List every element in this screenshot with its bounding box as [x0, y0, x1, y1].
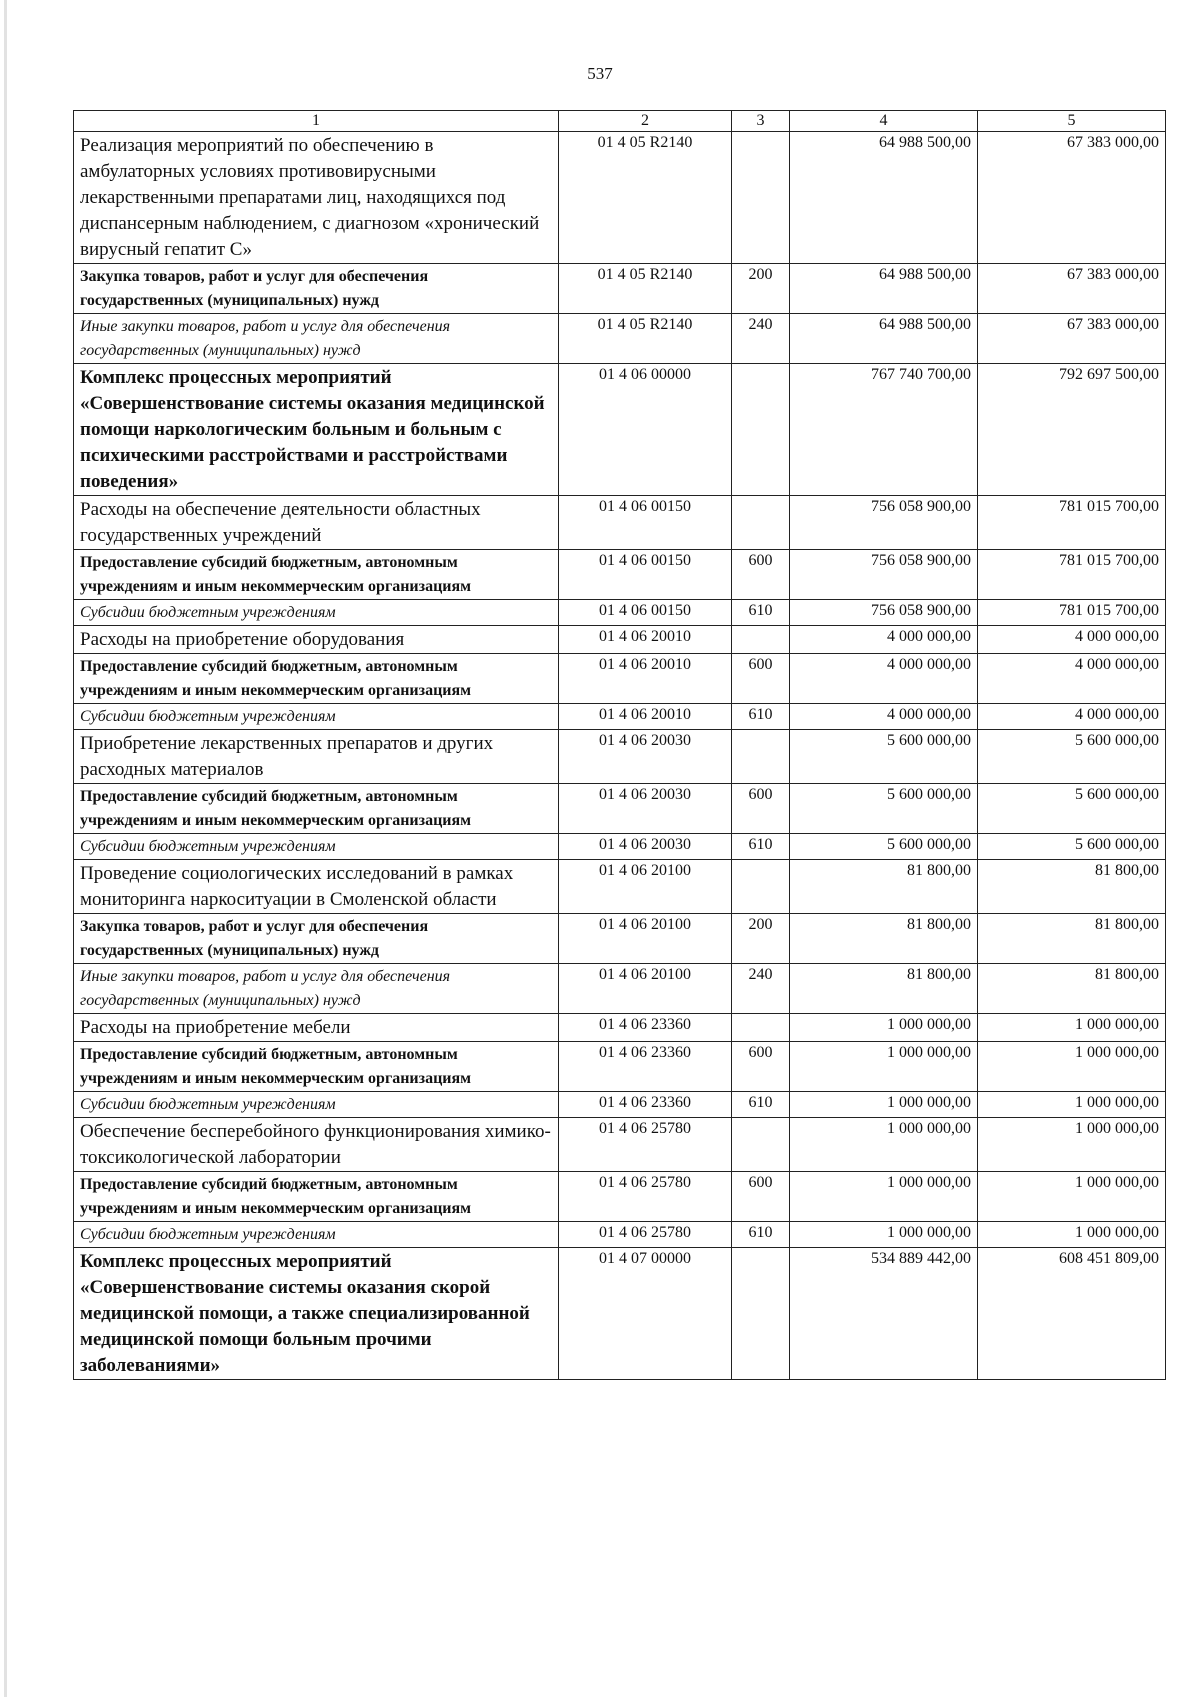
row-amount-1: 64 988 500,00 — [790, 314, 978, 364]
row-code: 01 4 06 25780 — [559, 1172, 732, 1222]
row-amount-2: 4 000 000,00 — [978, 626, 1166, 654]
row-amount-1: 1 000 000,00 — [790, 1014, 978, 1042]
row-amount-1: 5 600 000,00 — [790, 730, 978, 784]
row-amount-2: 81 800,00 — [978, 914, 1166, 964]
row-amount-1: 4 000 000,00 — [790, 704, 978, 730]
row-amount-1: 756 058 900,00 — [790, 496, 978, 550]
table-row — [74, 550, 1166, 600]
header-col-3: 3 — [732, 111, 790, 132]
header-col-2: 2 — [559, 111, 732, 132]
row-code: 01 4 06 23360 — [559, 1014, 732, 1042]
row-amount-1: 534 889 442,00 — [790, 1248, 978, 1380]
row-code: 01 4 06 00150 — [559, 600, 732, 626]
row-amount-1: 1 000 000,00 — [790, 1222, 978, 1248]
row-group — [732, 132, 790, 264]
table-row — [74, 1092, 1166, 1118]
row-code: 01 4 06 25780 — [559, 1222, 732, 1248]
row-code: 01 4 05 R2140 — [559, 132, 732, 264]
row-amount-2: 5 600 000,00 — [978, 730, 1166, 784]
budget-table — [73, 110, 1166, 1380]
row-amount-1: 64 988 500,00 — [790, 132, 978, 264]
row-amount-2: 781 015 700,00 — [978, 600, 1166, 626]
row-code: 01 4 06 00150 — [559, 550, 732, 600]
row-amount-2: 81 800,00 — [978, 964, 1166, 1014]
row-amount-2: 781 015 700,00 — [978, 550, 1166, 600]
row-code: 01 4 06 20100 — [559, 964, 732, 1014]
row-amount-2: 67 383 000,00 — [978, 132, 1166, 264]
row-code: 01 4 06 25780 — [559, 1118, 732, 1172]
row-code: 01 4 06 20030 — [559, 834, 732, 860]
table-row — [74, 784, 1166, 834]
row-amount-1: 1 000 000,00 — [790, 1092, 978, 1118]
row-amount-2: 4 000 000,00 — [978, 654, 1166, 704]
row-amount-1: 767 740 700,00 — [790, 364, 978, 496]
table-row — [74, 730, 1166, 784]
row-amount-2: 67 383 000,00 — [978, 314, 1166, 364]
row-name: Иные закупки товаров, работ и услуг для обеспечения государственных (муниципальных) нужд — [74, 964, 559, 1014]
row-name: Комплекс процессных мероприятий «Совершенствование системы оказания скорой медицинской помощи, а также специализированной медицинской помощи больным прочими заболеваниями» — [74, 1248, 559, 1380]
row-group — [732, 1118, 790, 1172]
table-row — [74, 600, 1166, 626]
table-row — [74, 1042, 1166, 1092]
row-name: Субсидии бюджетным учреждениям — [74, 704, 559, 730]
table-row — [74, 364, 1166, 496]
scan-margin-edge — [4, 0, 7, 1697]
row-code: 01 4 06 20010 — [559, 626, 732, 654]
row-group — [732, 860, 790, 914]
row-group: 610 — [732, 600, 790, 626]
row-amount-1: 64 988 500,00 — [790, 264, 978, 314]
table-row — [74, 704, 1166, 730]
row-code: 01 4 06 20010 — [559, 704, 732, 730]
row-group: 600 — [732, 1172, 790, 1222]
row-group — [732, 1014, 790, 1042]
row-amount-2: 1 000 000,00 — [978, 1014, 1166, 1042]
row-amount-1: 4 000 000,00 — [790, 654, 978, 704]
row-amount-1: 5 600 000,00 — [790, 834, 978, 860]
row-code: 01 4 05 R2140 — [559, 264, 732, 314]
row-name: Расходы на приобретение оборудования — [74, 626, 559, 654]
table-row — [74, 1118, 1166, 1172]
row-amount-1: 1 000 000,00 — [790, 1172, 978, 1222]
row-amount-2: 1 000 000,00 — [978, 1042, 1166, 1092]
row-code: 01 4 06 20030 — [559, 730, 732, 784]
page-number: 537 — [587, 64, 613, 83]
row-name: Иные закупки товаров, работ и услуг для обеспечения государственных (муниципальных) нужд — [74, 314, 559, 364]
row-name: Реализация мероприятий по обеспечению в амбулаторных условиях противовирусными лекарственными препаратами лиц, находящихся под диспансерным наблюдением, с диагнозом «хронический вирусный гепатит С» — [74, 132, 559, 264]
row-amount-1: 4 000 000,00 — [790, 626, 978, 654]
row-amount-1: 1 000 000,00 — [790, 1042, 978, 1092]
row-name: Субсидии бюджетным учреждениям — [74, 1092, 559, 1118]
row-group: 200 — [732, 914, 790, 964]
row-group: 240 — [732, 314, 790, 364]
row-group: 600 — [732, 784, 790, 834]
table-row — [74, 1248, 1166, 1380]
row-group: 600 — [732, 654, 790, 704]
table-row — [74, 834, 1166, 860]
row-amount-2: 792 697 500,00 — [978, 364, 1166, 496]
header-col-5: 5 — [978, 111, 1166, 132]
row-code: 01 4 06 23360 — [559, 1092, 732, 1118]
row-name: Субсидии бюджетным учреждениям — [74, 834, 559, 860]
row-group: 600 — [732, 550, 790, 600]
row-amount-1: 756 058 900,00 — [790, 600, 978, 626]
table-row — [74, 860, 1166, 914]
table-row — [74, 654, 1166, 704]
row-group: 610 — [732, 1222, 790, 1248]
row-code: 01 4 06 20030 — [559, 784, 732, 834]
row-name: Субсидии бюджетным учреждениям — [74, 1222, 559, 1248]
row-name: Предоставление субсидий бюджетным, автономным учреждениям и иным некоммерческим организациям — [74, 784, 559, 834]
row-amount-2: 5 600 000,00 — [978, 834, 1166, 860]
row-name: Закупка товаров, работ и услуг для обеспечения государственных (муниципальных) нужд — [74, 264, 559, 314]
table-row — [74, 1222, 1166, 1248]
row-name: Закупка товаров, работ и услуг для обеспечения государственных (муниципальных) нужд — [74, 914, 559, 964]
row-code: 01 4 06 00150 — [559, 496, 732, 550]
row-amount-1: 5 600 000,00 — [790, 784, 978, 834]
row-group: 610 — [732, 834, 790, 860]
row-name: Проведение социологических исследований в рамках мониторинга наркоситуации в Смоленской области — [74, 860, 559, 914]
row-group: 610 — [732, 704, 790, 730]
table-row — [74, 964, 1166, 1014]
table-row — [74, 1172, 1166, 1222]
table-row — [74, 626, 1166, 654]
row-code: 01 4 06 23360 — [559, 1042, 732, 1092]
row-group: 610 — [732, 1092, 790, 1118]
row-name: Субсидии бюджетным учреждениям — [74, 600, 559, 626]
row-group — [732, 1248, 790, 1380]
row-amount-2: 81 800,00 — [978, 860, 1166, 914]
row-code: 01 4 06 20100 — [559, 914, 732, 964]
table-header-row — [74, 111, 1166, 132]
header-col-1: 1 — [74, 111, 559, 132]
row-amount-1: 81 800,00 — [790, 914, 978, 964]
row-amount-1: 81 800,00 — [790, 860, 978, 914]
row-amount-2: 608 451 809,00 — [978, 1248, 1166, 1380]
row-code: 01 4 06 00000 — [559, 364, 732, 496]
row-group: 240 — [732, 964, 790, 1014]
row-group — [732, 626, 790, 654]
row-name: Предоставление субсидий бюджетным, автономным учреждениям и иным некоммерческим организациям — [74, 1042, 559, 1092]
row-amount-2: 5 600 000,00 — [978, 784, 1166, 834]
row-amount-2: 1 000 000,00 — [978, 1222, 1166, 1248]
row-amount-2: 781 015 700,00 — [978, 496, 1166, 550]
row-name: Предоставление субсидий бюджетным, автономным учреждениям и иным некоммерческим организациям — [74, 654, 559, 704]
row-group — [732, 730, 790, 784]
row-code: 01 4 06 20100 — [559, 860, 732, 914]
row-name: Комплекс процессных мероприятий «Совершенствование системы оказания медицинской помощи наркологическим больным и больным с психическими расстройствами и расстройствами поведения» — [74, 364, 559, 496]
table-row — [74, 1014, 1166, 1042]
header-col-4: 4 — [790, 111, 978, 132]
table-row — [74, 314, 1166, 364]
row-group: 600 — [732, 1042, 790, 1092]
row-amount-2: 1 000 000,00 — [978, 1092, 1166, 1118]
row-name: Приобретение лекарственных препаратов и других расходных материалов — [74, 730, 559, 784]
row-code: 01 4 05 R2140 — [559, 314, 732, 364]
row-amount-1: 1 000 000,00 — [790, 1118, 978, 1172]
row-group — [732, 496, 790, 550]
row-amount-2: 4 000 000,00 — [978, 704, 1166, 730]
row-name: Обеспечение бесперебойного функционирования химико-токсикологической лаборатории — [74, 1118, 559, 1172]
row-group: 200 — [732, 264, 790, 314]
row-amount-1: 81 800,00 — [790, 964, 978, 1014]
row-amount-1: 756 058 900,00 — [790, 550, 978, 600]
row-name: Расходы на обеспечение деятельности областных государственных учреждений — [74, 496, 559, 550]
table-row — [74, 132, 1166, 264]
row-amount-2: 67 383 000,00 — [978, 264, 1166, 314]
row-name: Предоставление субсидий бюджетным, автономным учреждениям и иным некоммерческим организациям — [74, 550, 559, 600]
row-amount-2: 1 000 000,00 — [978, 1172, 1166, 1222]
table-row — [74, 914, 1166, 964]
row-code: 01 4 06 20010 — [559, 654, 732, 704]
row-name: Расходы на приобретение мебели — [74, 1014, 559, 1042]
row-code: 01 4 07 00000 — [559, 1248, 732, 1380]
table-row — [74, 264, 1166, 314]
row-amount-2: 1 000 000,00 — [978, 1118, 1166, 1172]
row-group — [732, 364, 790, 496]
row-name: Предоставление субсидий бюджетным, автономным учреждениям и иным некоммерческим организациям — [74, 1172, 559, 1222]
table-row — [74, 496, 1166, 550]
